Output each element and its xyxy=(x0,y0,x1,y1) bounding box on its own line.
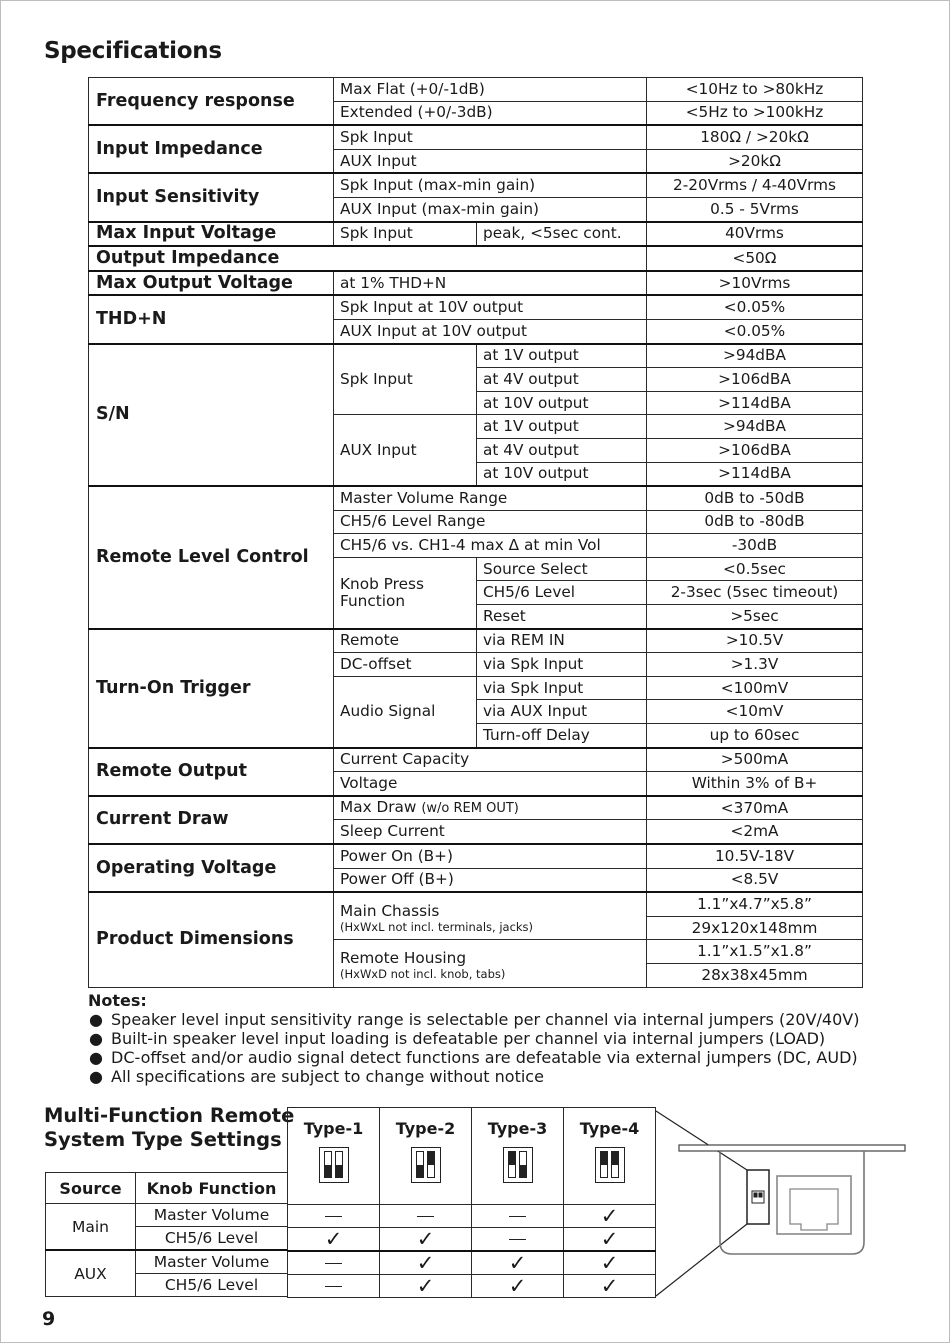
source-function-table xyxy=(45,1172,288,1297)
dip-lever-position xyxy=(336,1165,342,1178)
type-cell xyxy=(472,1205,564,1228)
check-icon: ✓ xyxy=(324,1226,343,1251)
spec-condition: at 1% THD+N xyxy=(334,271,647,296)
check-icon: ✓ xyxy=(416,1250,435,1275)
check-icon: ✓ xyxy=(600,1226,619,1251)
spec-label: Current Draw xyxy=(89,796,334,844)
bullet-icon: ● xyxy=(89,1010,103,1029)
spec-subcondition: Reset xyxy=(477,605,647,629)
spec-subcondition: CH5/6 Level xyxy=(477,581,647,605)
type-name: Type-3 xyxy=(487,1119,548,1138)
dip-switch-lever xyxy=(324,1151,332,1178)
spec-value: 2-3sec (5sec timeout) xyxy=(647,581,863,605)
type-cell xyxy=(564,1275,656,1298)
type-cell xyxy=(288,1205,380,1228)
dip-lever-position xyxy=(601,1152,607,1165)
spec-condition: Extended (+0/-3dB) xyxy=(334,101,647,125)
spec-subcondition: via REM IN xyxy=(477,629,647,653)
spec-condition: AUX Input xyxy=(334,415,477,486)
spec-condition: peak, <5sec cont. xyxy=(477,222,647,247)
spec-value: <0.5sec xyxy=(647,557,863,581)
list-item xyxy=(88,1010,908,1029)
table-row xyxy=(89,486,863,510)
spec-label: Input Sensitivity xyxy=(89,173,334,221)
spec-value: >106dBA xyxy=(647,438,863,462)
source-cell: Main xyxy=(46,1204,136,1251)
list-item xyxy=(88,1048,908,1067)
spec-condition xyxy=(334,940,647,987)
spec-condition: Remote xyxy=(334,629,477,653)
dash-icon xyxy=(325,1263,342,1265)
spec-condition-text: Remote Housing xyxy=(340,948,467,967)
bullet-icon: ● xyxy=(89,1067,103,1086)
table-row xyxy=(89,844,863,868)
dip-lever-position xyxy=(325,1165,331,1178)
bullet-icon: ● xyxy=(89,1048,103,1067)
check-icon: ✓ xyxy=(508,1250,527,1275)
type-cell xyxy=(380,1251,472,1275)
spec-label: Operating Voltage xyxy=(89,844,334,892)
spec-condition: Spk Input xyxy=(334,125,647,149)
spec-value: <5Hz to >100kHz xyxy=(647,101,863,125)
spec-condition: CH5/6 vs. CH1-4 max Δ at min Vol xyxy=(334,534,647,558)
page-number: 9 xyxy=(42,1308,56,1330)
spec-condition: Power On (B+) xyxy=(334,844,647,868)
type-cell xyxy=(564,1205,656,1228)
note-text: Built-in speaker level input loading is defeatable per channel via internal jumpers (LOAD) xyxy=(111,1029,826,1048)
spec-value: <0.05% xyxy=(647,295,863,319)
spec-condition-text: Main Chassis xyxy=(340,901,440,920)
page-title: Specifications xyxy=(44,38,222,64)
type-header xyxy=(380,1108,472,1205)
spec-value: >10Vrms xyxy=(647,271,863,296)
spec-condition: Audio Signal xyxy=(334,676,477,747)
notes-section xyxy=(88,991,908,1086)
column-header: Source xyxy=(46,1173,136,1204)
spec-label: Remote Output xyxy=(89,748,334,796)
spec-subcondition: via Spk Input xyxy=(477,676,647,700)
spec-condition: Spk Input at 10V output xyxy=(334,295,647,319)
dip-switch-icon xyxy=(319,1147,349,1183)
spec-value: >5sec xyxy=(647,605,863,629)
dip-switch-lever xyxy=(508,1151,516,1178)
table-row xyxy=(89,222,863,247)
type-cell xyxy=(288,1228,380,1252)
table-row xyxy=(89,629,863,653)
table-row xyxy=(288,1251,656,1275)
function-cell: CH5/6 Level xyxy=(136,1227,288,1251)
dip-lever-position xyxy=(612,1152,618,1165)
spec-condition: Spk Input (max-min gain) xyxy=(334,173,647,197)
spec-condition: Spk Input xyxy=(334,222,477,247)
spec-value: >106dBA xyxy=(647,368,863,392)
spec-condition: DC-offset xyxy=(334,653,477,677)
callout-line xyxy=(656,1224,747,1296)
spec-label: Product Dimensions xyxy=(89,892,334,987)
spec-condition-note: (HxWxD not incl. knob, tabs) xyxy=(340,966,506,981)
type-header-row xyxy=(288,1108,656,1205)
bullet-icon: ● xyxy=(89,1029,103,1048)
note-text: Speaker level input sensitivity range is selectable per channel via internal jumpers (20V/40V) xyxy=(111,1010,860,1029)
check-icon: ✓ xyxy=(600,1250,619,1275)
spec-condition: Knob Press Function xyxy=(334,557,477,628)
spec-label: Input Impedance xyxy=(89,125,334,173)
table-row xyxy=(46,1204,288,1227)
dash-icon xyxy=(509,1239,526,1241)
dip-lever-position xyxy=(417,1165,423,1178)
dip-switch-lever xyxy=(754,1193,758,1198)
spec-value: <100mV xyxy=(647,676,863,700)
list-item xyxy=(88,1029,908,1048)
spec-value: >94dBA xyxy=(647,415,863,439)
type-cell xyxy=(472,1275,564,1298)
type-header xyxy=(564,1108,656,1205)
spec-value: 10.5V-18V xyxy=(647,844,863,868)
note-text: All specifications are subject to change without notice xyxy=(111,1067,544,1086)
spec-condition-note: (w/o REM OUT) xyxy=(421,801,519,817)
spec-value: >114dBA xyxy=(647,391,863,415)
dip-switch-icon xyxy=(411,1147,441,1183)
dip-lever-position xyxy=(520,1165,526,1178)
spec-condition: Spk Input xyxy=(334,344,477,415)
note-text: DC-offset and/or audio signal detect functions are defeatable via external jumpers (DC, AUD) xyxy=(111,1048,858,1067)
check-icon: ✓ xyxy=(600,1273,619,1298)
list-item xyxy=(88,1067,908,1086)
spec-subcondition: at 4V output xyxy=(477,438,647,462)
section-title-line: System Type Settings xyxy=(44,1128,282,1151)
dip-switch-icon xyxy=(595,1147,625,1183)
spec-value: 1.1”x1.5”x1.8” xyxy=(647,940,863,964)
spec-label: Remote Level Control xyxy=(89,486,334,629)
type-cell xyxy=(288,1275,380,1298)
spec-condition: Max Flat (+0/-1dB) xyxy=(334,78,647,102)
dip-switch-lever xyxy=(335,1151,343,1178)
table-row xyxy=(89,892,863,916)
column-header: Knob Function xyxy=(136,1173,288,1204)
spec-subcondition: via Spk Input xyxy=(477,653,647,677)
spec-value: >94dBA xyxy=(647,344,863,368)
spec-condition xyxy=(334,892,647,940)
spec-label: S/N xyxy=(89,344,334,487)
spec-condition-text: Max Draw xyxy=(340,798,417,817)
dip-switch-lever xyxy=(427,1151,435,1178)
spec-value: 0dB to -50dB xyxy=(647,486,863,510)
spec-value: <370mA xyxy=(647,796,863,820)
spec-condition: CH5/6 Level Range xyxy=(334,510,647,534)
spec-value: <0.05% xyxy=(647,319,863,343)
spec-value: >500mA xyxy=(647,748,863,772)
dip-switch-lever xyxy=(611,1151,619,1178)
table-row xyxy=(288,1228,656,1252)
spec-subcondition: Source Select xyxy=(477,557,647,581)
spec-condition: AUX Input xyxy=(334,149,647,173)
check-icon: ✓ xyxy=(416,1273,435,1298)
spec-value: 180Ω / >20kΩ xyxy=(647,125,863,149)
spec-condition xyxy=(334,796,647,820)
table-header-row xyxy=(46,1173,288,1204)
spec-label: Max Input Voltage xyxy=(89,222,334,247)
type-cell xyxy=(472,1228,564,1252)
dip-lever-position xyxy=(428,1152,434,1165)
table-row xyxy=(89,271,863,296)
spec-value: <10mV xyxy=(647,700,863,724)
spec-subcondition: at 4V output xyxy=(477,368,647,392)
spec-condition-note: (HxWxL not incl. terminals, jacks) xyxy=(340,919,534,934)
spec-subcondition: via AUX Input xyxy=(477,700,647,724)
spec-value: >20kΩ xyxy=(647,149,863,173)
type-cell xyxy=(380,1228,472,1252)
spec-label: Turn-On Trigger xyxy=(89,629,334,748)
table-row xyxy=(89,173,863,197)
type-name: Type-4 xyxy=(579,1119,640,1138)
spec-value: up to 60sec xyxy=(647,724,863,748)
spec-subcondition: at 10V output xyxy=(477,462,647,486)
spec-value: 40Vrms xyxy=(647,222,863,247)
spec-subcondition: at 1V output xyxy=(477,344,647,368)
spec-value: 2-20Vrms / 4-40Vrms xyxy=(647,173,863,197)
function-cell: Master Volume xyxy=(136,1204,288,1227)
spec-subcondition: at 10V output xyxy=(477,391,647,415)
section-title xyxy=(44,1104,294,1152)
source-cell: AUX xyxy=(46,1250,136,1297)
type-cell xyxy=(288,1251,380,1275)
spec-condition: Sleep Current xyxy=(334,820,647,844)
dash-icon xyxy=(325,1286,342,1288)
spec-label: Frequency response xyxy=(89,78,334,126)
check-icon: ✓ xyxy=(600,1203,619,1228)
table-row xyxy=(89,78,863,102)
spec-condition: AUX Input (max-min gain) xyxy=(334,197,647,221)
type-cell xyxy=(564,1228,656,1252)
spec-value: <2mA xyxy=(647,820,863,844)
spec-value: <8.5V xyxy=(647,868,863,892)
check-icon: ✓ xyxy=(508,1273,527,1298)
table-row xyxy=(46,1250,288,1274)
section-title-line: Multi-Function Remote xyxy=(44,1104,295,1127)
spec-label: Output Impedance xyxy=(89,246,647,271)
table-row xyxy=(89,748,863,772)
type-name: Type-2 xyxy=(395,1119,456,1138)
spec-subcondition: at 1V output xyxy=(477,415,647,439)
mounting-plate xyxy=(679,1145,905,1151)
dip-switch-lever xyxy=(600,1151,608,1178)
dash-icon xyxy=(417,1216,434,1218)
function-cell: Master Volume xyxy=(136,1250,288,1274)
rj-jack-icon xyxy=(777,1176,851,1234)
type-cell xyxy=(380,1205,472,1228)
type-header xyxy=(288,1108,380,1205)
table-row xyxy=(288,1205,656,1228)
callout-line xyxy=(656,1111,747,1170)
spec-condition: Master Volume Range xyxy=(334,486,647,510)
spec-value: -30dB xyxy=(647,534,863,558)
table-row xyxy=(89,796,863,820)
type-cell xyxy=(564,1251,656,1275)
spec-condition: Voltage xyxy=(334,772,647,796)
type-cell xyxy=(472,1251,564,1275)
type-header xyxy=(472,1108,564,1205)
table-row xyxy=(89,246,863,271)
spec-value: >114dBA xyxy=(647,462,863,486)
spec-subcondition: Turn-off Delay xyxy=(477,724,647,748)
spec-value: <50Ω xyxy=(647,246,863,271)
dip-switch-lever xyxy=(759,1193,763,1198)
spec-condition: Current Capacity xyxy=(334,748,647,772)
dip-switch-lever xyxy=(519,1151,527,1178)
dash-icon xyxy=(325,1216,342,1218)
table-row xyxy=(89,295,863,319)
function-cell: CH5/6 Level xyxy=(136,1274,288,1297)
remote-housing-diagram xyxy=(652,1104,912,1304)
specifications-table xyxy=(88,77,863,988)
spec-value: <10Hz to >80kHz xyxy=(647,78,863,102)
spec-value: 28x38x45mm xyxy=(647,963,863,987)
spec-value: >1.3V xyxy=(647,653,863,677)
spec-value: 1.1”x4.7”x5.8” xyxy=(647,892,863,916)
spec-value: Within 3% of B+ xyxy=(647,772,863,796)
spec-label: THD+N xyxy=(89,295,334,343)
check-icon: ✓ xyxy=(416,1226,435,1251)
spec-condition: Power Off (B+) xyxy=(334,868,647,892)
system-type-table xyxy=(287,1107,656,1298)
spec-value: 29x120x148mm xyxy=(647,916,863,940)
dip-switch-lever xyxy=(416,1151,424,1178)
spec-value: 0dB to -80dB xyxy=(647,510,863,534)
dip-lever-position xyxy=(509,1152,515,1165)
table-row xyxy=(89,344,863,368)
dash-icon xyxy=(509,1216,526,1218)
spec-value: >10.5V xyxy=(647,629,863,653)
type-name: Type-1 xyxy=(303,1119,364,1138)
table-row xyxy=(89,125,863,149)
spec-value: 0.5 - 5Vrms xyxy=(647,197,863,221)
notes-list xyxy=(88,1010,908,1086)
type-cell xyxy=(380,1275,472,1298)
notes-heading: Notes: xyxy=(88,991,147,1010)
spec-condition: AUX Input at 10V output xyxy=(334,319,647,343)
spec-label: Max Output Voltage xyxy=(89,271,334,296)
table-row xyxy=(288,1275,656,1298)
dip-switch-icon xyxy=(503,1147,533,1183)
